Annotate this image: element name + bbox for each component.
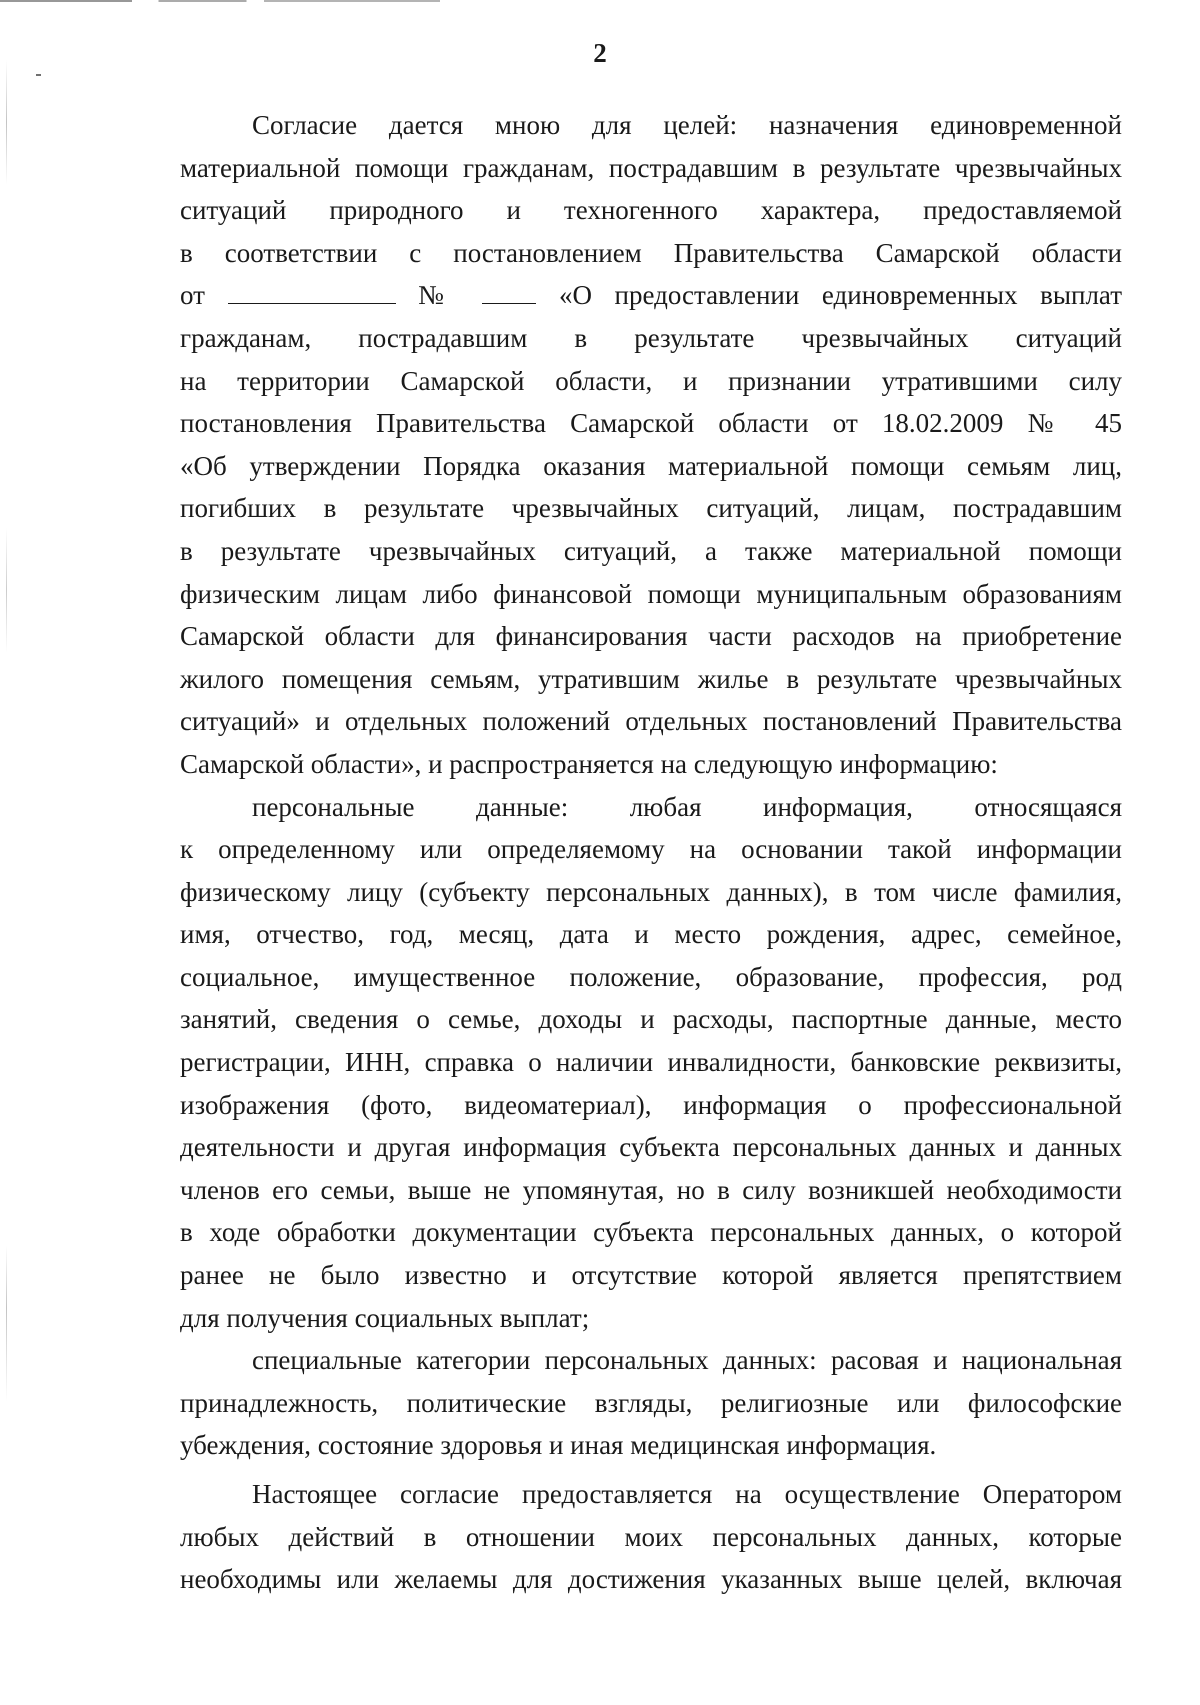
paragraph-consent-actions (180, 1473, 1122, 1601)
text-line: материальной помощи гражданам, пострадавшим в результате чрезвычайных (180, 152, 1122, 183)
paragraph-purpose (180, 104, 1122, 786)
number-sign: № (418, 280, 460, 311)
paragraph-special-categories (180, 1339, 1122, 1467)
text-line: ситуаций» и отдельных положений отдельных постановлений Правительства (180, 706, 1122, 737)
scan-artifact-top-edge (0, 0, 440, 2)
text-line: в ходе обработки документации субъекта персональных данных, о которой (180, 1217, 1122, 1248)
text-line: физическому лицу (субъекту персональных данных), в том числе фамилия, (180, 876, 1122, 907)
text-line: Настоящее согласие предоставляется на осуществление Оператором (252, 1479, 1122, 1509)
text-line: занятий, сведения о семье, доходы и расходы, паспортные данные, место (180, 1004, 1122, 1035)
scan-artifact-left-edge (6, 60, 7, 1620)
document-body (180, 104, 1122, 1601)
resolution-title-start: «О предоставлении единовременных выплат (558, 280, 1122, 311)
text-line: ранее не было известно и отсутствие которой является препятствием (180, 1260, 1122, 1291)
text-line: Самарской области», и распространяется на следующую информацию: (180, 748, 998, 779)
text-line: специальные категории персональных данных: расовая и национальная (252, 1345, 1122, 1376)
text-line: к определенному или определяемому на основании такой информации (180, 834, 1122, 865)
page-number: 2 (593, 38, 607, 68)
number-blank-field (482, 283, 536, 304)
text-line: в результате чрезвычайных ситуаций, а также материальной помощи (180, 535, 1122, 566)
text-line: убеждения, состояние здоровья и иная медицинская информация. (180, 1430, 937, 1461)
text-line: гражданам, пострадавшим в результате чрезвычайных ситуаций (180, 322, 1122, 353)
text-line: принадлежность, политические взгляды, религиозные или философские (180, 1387, 1122, 1418)
text-line: погибших в результате чрезвычайных ситуаций, лицам, пострадавшим (180, 493, 1122, 524)
text-line: членов его семьи, выше не упомянутая, но в силу возникшей необходимости (180, 1174, 1122, 1205)
text-line: изображения (фото, видеоматериал), информация о профессиональной (180, 1089, 1122, 1120)
text-line: физическим лицам либо финансовой помощи муниципальным образованиям (180, 578, 1122, 609)
text-line: необходимы или желаемы для достижения указанных выше целей, включая (180, 1564, 1122, 1595)
date-prefix: от (180, 280, 205, 311)
text-line: Самарской области для финансирования части расходов на приобретение (180, 621, 1122, 652)
text-line: жилого помещения семьям, утратившим жилье в результате чрезвычайных (180, 663, 1122, 694)
text-line: Согласие дается мною для целей: назначения единовременной (252, 110, 1122, 140)
text-line: для получения социальных выплат; (180, 1302, 590, 1333)
text-line: «Об утверждении Порядка оказания материальной помощи семьям лиц, (180, 450, 1122, 481)
text-line: социальное, имущественное положение, образование, профессия, род (180, 961, 1122, 992)
text-line: любых действий в отношении моих персональных данных, которые (180, 1521, 1122, 1552)
text-line: деятельности и другая информация субъекта персональных данных и данных (180, 1132, 1122, 1163)
text-line: в соответствии с постановлением Правительства Самарской области (180, 237, 1122, 268)
scan-artifact-speck (36, 74, 41, 76)
text-line: персональные данные: любая информация, относящаяся (252, 791, 1122, 822)
text-line: регистрации, ИНН, справка о наличии инвалидности, банковские реквизиты, (180, 1047, 1122, 1078)
text-line: имя, отчество, год, месяц, дата и место рождения, адрес, семейное, (180, 919, 1122, 950)
paragraph-personal-data (180, 786, 1122, 1340)
date-blank-field (228, 283, 396, 304)
text-line: постановления Правительства Самарской области от 18.02.2009 № 45 (180, 408, 1122, 439)
text-line: ситуаций природного и техногенного характера, предоставляемой (180, 195, 1122, 226)
text-line-with-blanks (180, 274, 1122, 317)
text-line: на территории Самарской области, и признании утратившими силу (180, 365, 1122, 396)
